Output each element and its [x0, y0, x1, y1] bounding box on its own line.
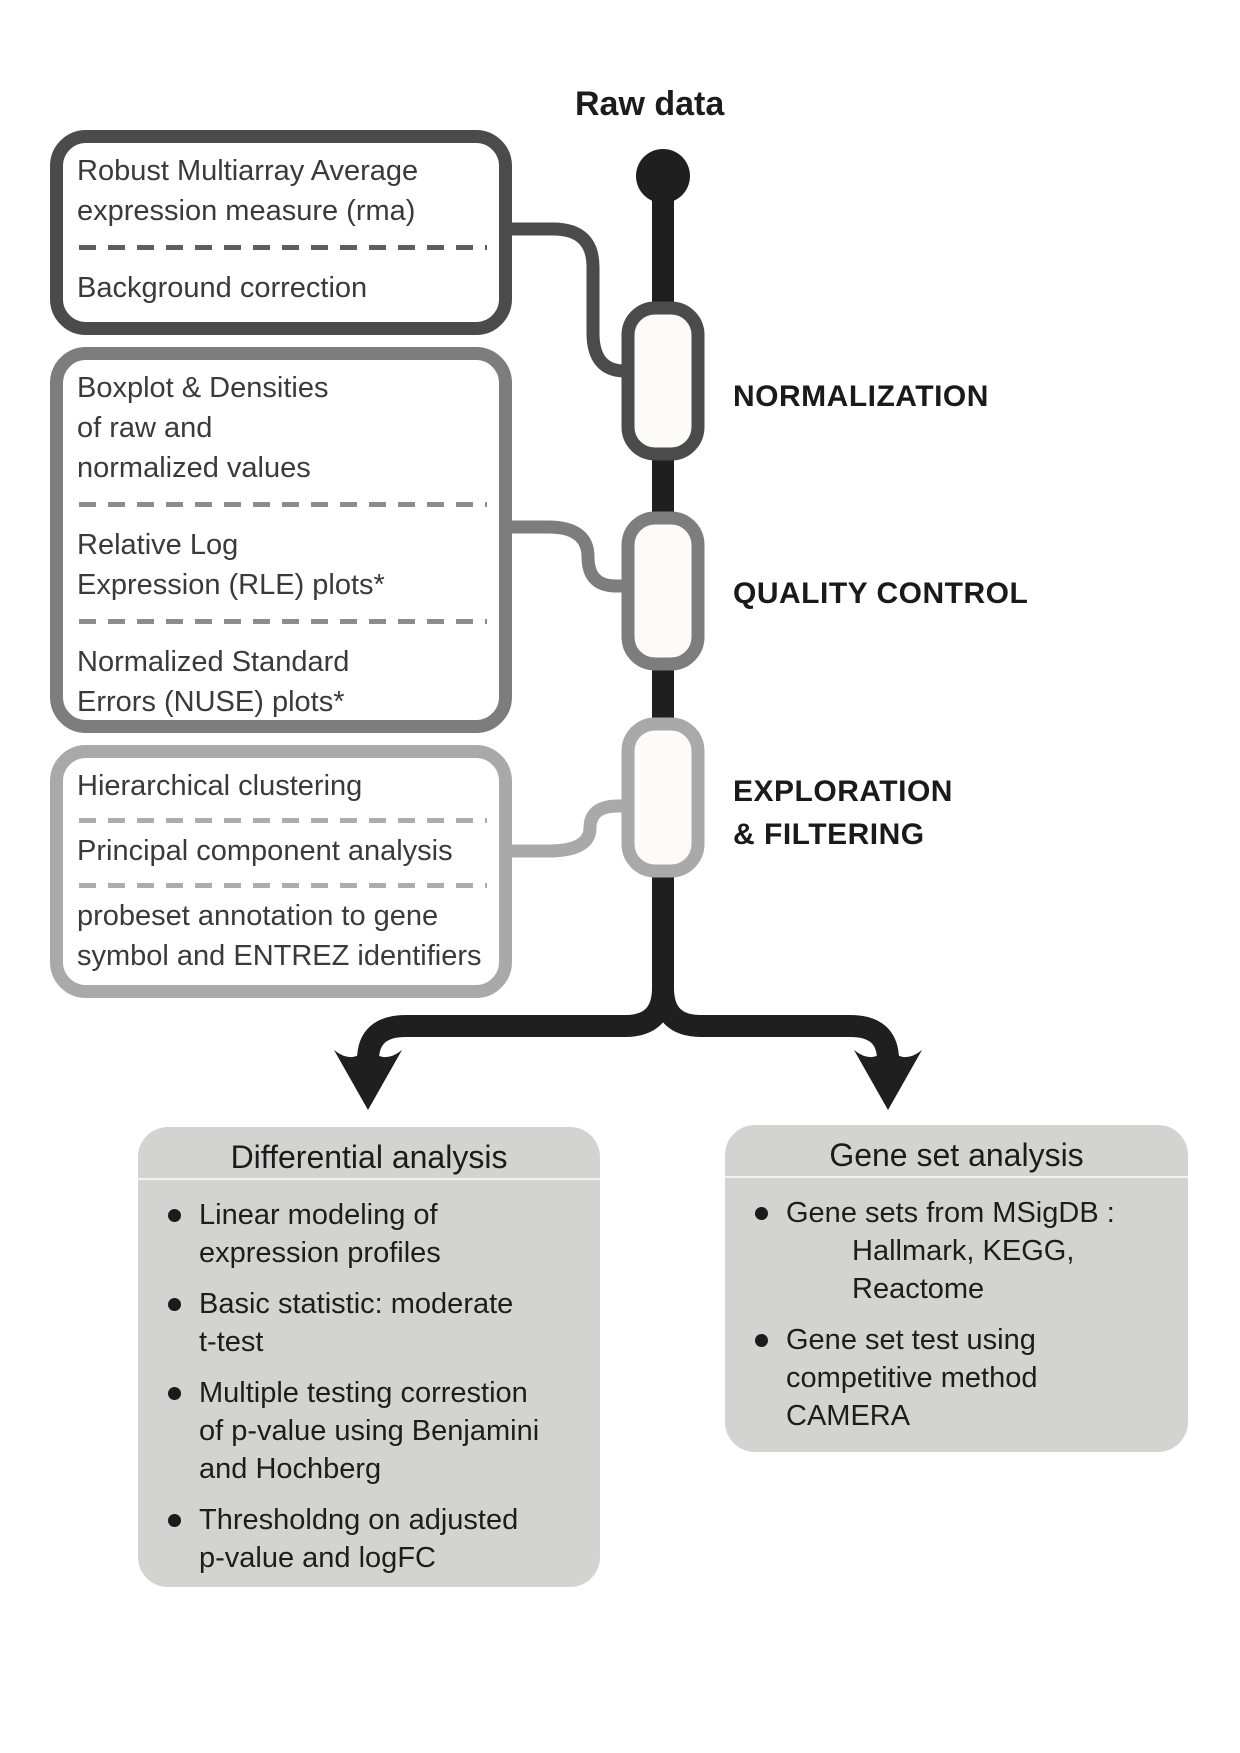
- bullet-icon: [168, 1514, 181, 1527]
- text-line: Reactome: [852, 1273, 985, 1305]
- list-item: [160, 1501, 594, 1577]
- raw-data-label: Raw data: [575, 85, 725, 123]
- text-line: normalized values: [77, 452, 311, 484]
- text-line: Relative Log: [77, 529, 239, 561]
- text-line: probeset annotation to gene: [77, 900, 439, 932]
- stage-label-normalization: [733, 375, 989, 418]
- box-section: [77, 642, 489, 722]
- text-line: CAMERA: [786, 1400, 911, 1432]
- list-item: [160, 1374, 594, 1488]
- text-line: t-test: [199, 1326, 264, 1358]
- bullet-icon: [755, 1207, 768, 1220]
- stage-label-line: EXPLORATION: [733, 775, 953, 808]
- box-section: [77, 831, 489, 871]
- text-line: Robust Multiarray Average: [77, 155, 419, 187]
- bullet-list: [725, 1178, 1188, 1435]
- text-line: Multiple testing correstion: [199, 1377, 528, 1409]
- step-box-exploration-filtering: [50, 745, 512, 998]
- list-item-text: [199, 1501, 518, 1577]
- text-line: of raw and: [77, 412, 213, 444]
- text-line: Thresholdng on adjusted: [199, 1504, 519, 1536]
- bullet-icon: [168, 1209, 181, 1222]
- stage-label-line: NORMALIZATION: [733, 380, 989, 413]
- dashed-divider: [79, 502, 487, 507]
- bullet-icon: [168, 1298, 181, 1311]
- connector-exploration: [498, 806, 640, 851]
- dashed-divider: [79, 245, 487, 250]
- text-line: Hallmark, KEGG,: [852, 1235, 1075, 1267]
- text-line: of p-value using Benjamini: [199, 1415, 540, 1447]
- text-line: expression profiles: [199, 1237, 441, 1269]
- stage-label-quality-control: [733, 572, 1028, 615]
- text-line: Principal component analysis: [77, 835, 453, 867]
- text-line: Hierarchical clustering: [77, 770, 363, 802]
- result-box-differential-analysis: [138, 1127, 600, 1587]
- arrowhead-down-right-icon: [854, 1046, 922, 1110]
- dashed-divider: [79, 619, 487, 624]
- pill-exploration-filtering: [628, 724, 698, 871]
- box-section: [77, 896, 489, 976]
- connector-quality-control: [498, 527, 640, 586]
- text-line: and Hochberg: [199, 1453, 382, 1485]
- bullet-icon: [168, 1387, 181, 1400]
- bullet-list: [138, 1180, 600, 1577]
- list-item: [160, 1285, 594, 1361]
- list-item-text: [786, 1321, 1037, 1435]
- step-box-normalization: [50, 130, 512, 335]
- box-section: [77, 525, 489, 605]
- text-line: Background correction: [77, 272, 368, 304]
- pill-normalization: [628, 308, 698, 454]
- raw-data-node: [636, 149, 690, 203]
- bullet-icon: [755, 1334, 768, 1347]
- result-box-title: Differential analysis: [138, 1127, 600, 1180]
- text-line: Normalized Standard: [77, 646, 350, 678]
- text-line: Basic statistic: moderate: [199, 1288, 514, 1320]
- list-item: [160, 1196, 594, 1272]
- stage-label-line: QUALITY CONTROL: [733, 577, 1029, 610]
- list-item-text: [786, 1194, 1115, 1308]
- list-item-text: [199, 1374, 539, 1488]
- arrowhead-down-left-icon: [334, 1046, 402, 1110]
- text-line: Expression (RLE) plots*: [77, 569, 385, 601]
- text-line: symbol and ENTREZ identifiers: [77, 940, 482, 972]
- list-item-text: [199, 1196, 441, 1272]
- text-line: Linear modeling of: [199, 1199, 438, 1231]
- text-line: Gene set test using: [786, 1324, 1036, 1356]
- text-line: competitive method: [786, 1362, 1038, 1394]
- stage-label-exploration-filtering: [733, 770, 953, 856]
- stage-label-line: & FILTERING: [733, 818, 925, 851]
- box-section: [77, 268, 489, 308]
- text-line: Errors (NUSE) plots*: [77, 686, 345, 718]
- step-box-quality-control: [50, 347, 512, 733]
- text-line: expression measure (rma): [77, 195, 416, 227]
- box-section: [77, 151, 489, 231]
- box-section: [77, 766, 489, 806]
- dashed-divider: [79, 818, 487, 823]
- box-section: [77, 368, 489, 488]
- connector-normalization: [498, 229, 640, 371]
- list-item: [747, 1321, 1182, 1435]
- list-item-text: [199, 1285, 513, 1361]
- dashed-divider: [79, 883, 487, 888]
- text-line: Gene sets from MSigDB :: [786, 1197, 1115, 1229]
- branch-line-right: [663, 940, 888, 1064]
- text-line: Boxplot & Densities: [77, 372, 329, 404]
- result-box-title: Gene set analysis: [725, 1125, 1188, 1178]
- pill-quality-control: [628, 518, 698, 664]
- result-box-gene-set-analysis: [725, 1125, 1188, 1452]
- list-item: [747, 1194, 1182, 1308]
- text-line: p-value and logFC: [199, 1542, 436, 1574]
